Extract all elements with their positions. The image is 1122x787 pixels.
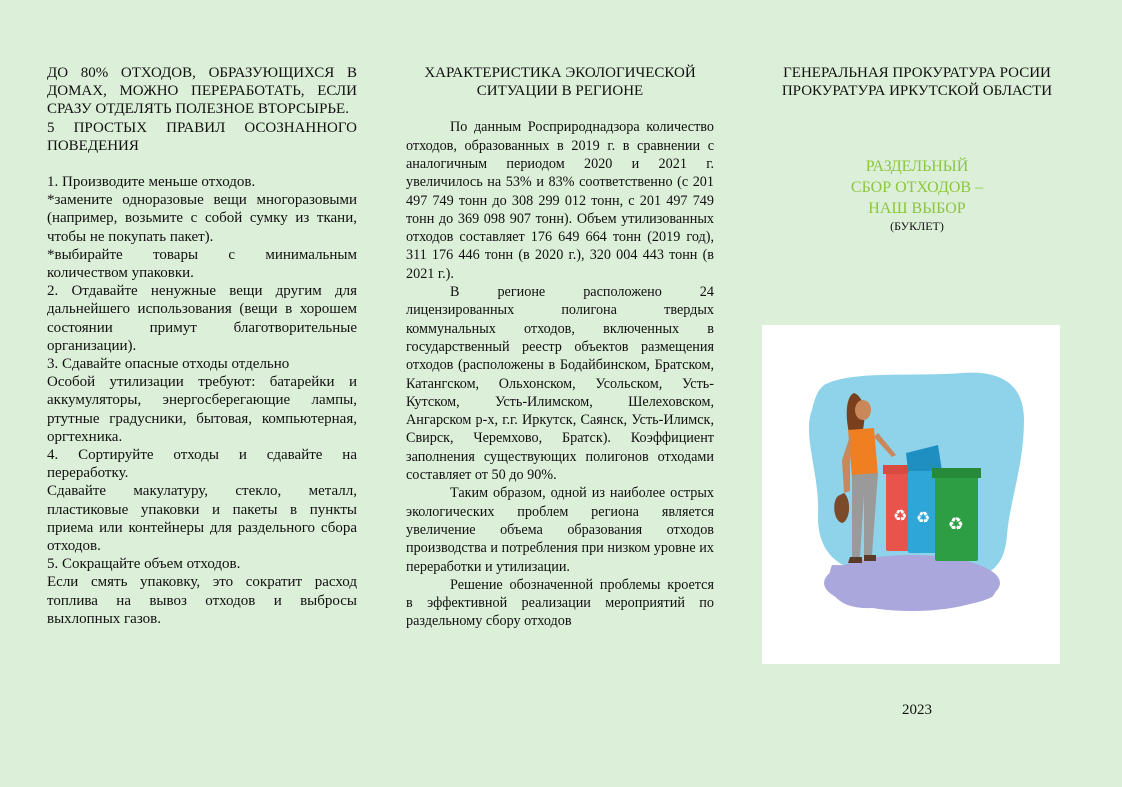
rule-2: 2. Отдавайте ненужные вещи другим для дальнейшего использования (вещи в хорошем состоянии примут благотворительные организации). [47, 283, 357, 354]
recycling-illustration-svg [762, 325, 1060, 664]
bin-green-icon [932, 468, 981, 561]
booklet-subtitle: (БУКЛЕТ) [890, 219, 944, 234]
org-line-2: ПРОКУРАТУРА ИРКУТСКОЙ ОБЛАСТИ [781, 83, 1053, 100]
rule-1-tip-b: *выбирайте товары с минимальным количеством упаковки. [47, 246, 357, 282]
booklet-year: 2023 [902, 702, 932, 718]
intro-text: ДО 80% ОТХОДОВ, ОБРАЗУЮЩИХСЯ В ДОМАХ, МОЖНО ПЕРЕРАБОТАТЬ, ЕСЛИ СРАЗУ ОТДЕЛЯТЬ ПОЛЕЗНОЕ ВТОРСЫРЬЕ. [47, 65, 357, 118]
org-line-1: ГЕНЕРАЛЬНАЯ ПРОКУРАТУРА РОСИИ [783, 65, 1051, 81]
rule-4: 4. Сортируйте отходы и сдавайте на переработку. [47, 447, 357, 482]
ecology-column [406, 64, 714, 631]
booklet-title-line-3: НАШ ВЫБОР [868, 200, 966, 218]
booklet-title [762, 156, 1072, 219]
rule-1-tip-a: *замените одноразовые вещи многоразовыми (например, возьмите с собой сумку из ткани, чтобы не покупать пакет). [47, 192, 357, 245]
rule-5-detail: Если смять упаковку, это сократит расход топлива на вывоз отходов и выбросы выхлопных газов. [47, 574, 357, 627]
booklet-title-line-1: РАЗДЕЛЬНЫЙ [865, 158, 969, 176]
ecology-paragraph-4: Решение обозначенной проблемы кроется в эффективной реализации мероприятий по раздельному сбору отходов [406, 576, 714, 630]
svg-text:♻: ♻ [947, 514, 965, 535]
rule-1: 1. Производите меньше отходов. [47, 174, 256, 191]
svg-text:♻: ♻ [892, 506, 908, 525]
rule-4-detail: Сдавайте макулатуру, стекло, металл, пластиковые упаковки и пакеты в пункты приема или контейнеры для раздельного сбора отходов. [47, 483, 357, 555]
cover-column [762, 64, 1072, 233]
recycling-illustration [762, 325, 1060, 664]
booklet-title-line-2: СБОР ОТХОДОВ – [850, 179, 984, 197]
rule-3-detail: Особой утилизации требуют: батарейки и аккумуляторы, энергосберегающие лампы, ртутные градусники, бытовая, компьютерная, оргтехника. [47, 374, 357, 445]
rule-3: 3. Сдавайте опасные отходы отдельно [47, 356, 290, 373]
ecology-paragraph-2: В регионе расположено 24 лицензированных полигона твердых коммунальных отходов, включенных в государственный реестр объектов размещения отходов (расположены в Бодайбинском, Братском, Катангском, Ольхонском, Усольском, Усть-Кутском, Усть-Илимском, Шелеховском, Ангарском р-х, г.г. Иркутск, Саянск, Усть-Илимск, Свирск, Черемхово, Братск). Коэффициент заполнения существующих полигонов отходами составляет от 50 до 90%. [406, 284, 714, 484]
ecology-paragraph-1: По данным Росприроднадзора количество отходов, образованных в 2019 г. в сравнении с аналогичным периодом 2020 и 2021 г. увеличилось на 53% и 83% соответственно (с 201 497 749 тонн до 308 299 012 тонн, с 201 497 749 тонн до 369 098 907 тонн). Объем утилизованных отходов составляет 176 649 664 тонн (2019 год), 311 176 446 тонн (в 2020 г.), 320 004 443 тонн (в 2021 г.). [406, 119, 714, 282]
ecology-title: ХАРАКТЕРИСТИКА ЭКОЛОГИЧЕСКОЙ СИТУАЦИИ В РЕГИОНЕ [424, 65, 696, 100]
rule-5: 5. Сокращайте объем отходов. [47, 556, 241, 573]
rules-heading: 5 ПРОСТЫХ ПРАВИЛ ОСОЗНАННОГО ПОВЕДЕНИЯ [47, 119, 357, 154]
ecology-paragraph-3: Таким образом, одной из наиболее острых экологических проблем региона является увеличение объема образования отходов производства и потребления при низком уровне их переработки и утилизации. [406, 485, 714, 575]
rules-column [47, 64, 357, 628]
svg-text:♻: ♻ [915, 508, 931, 527]
